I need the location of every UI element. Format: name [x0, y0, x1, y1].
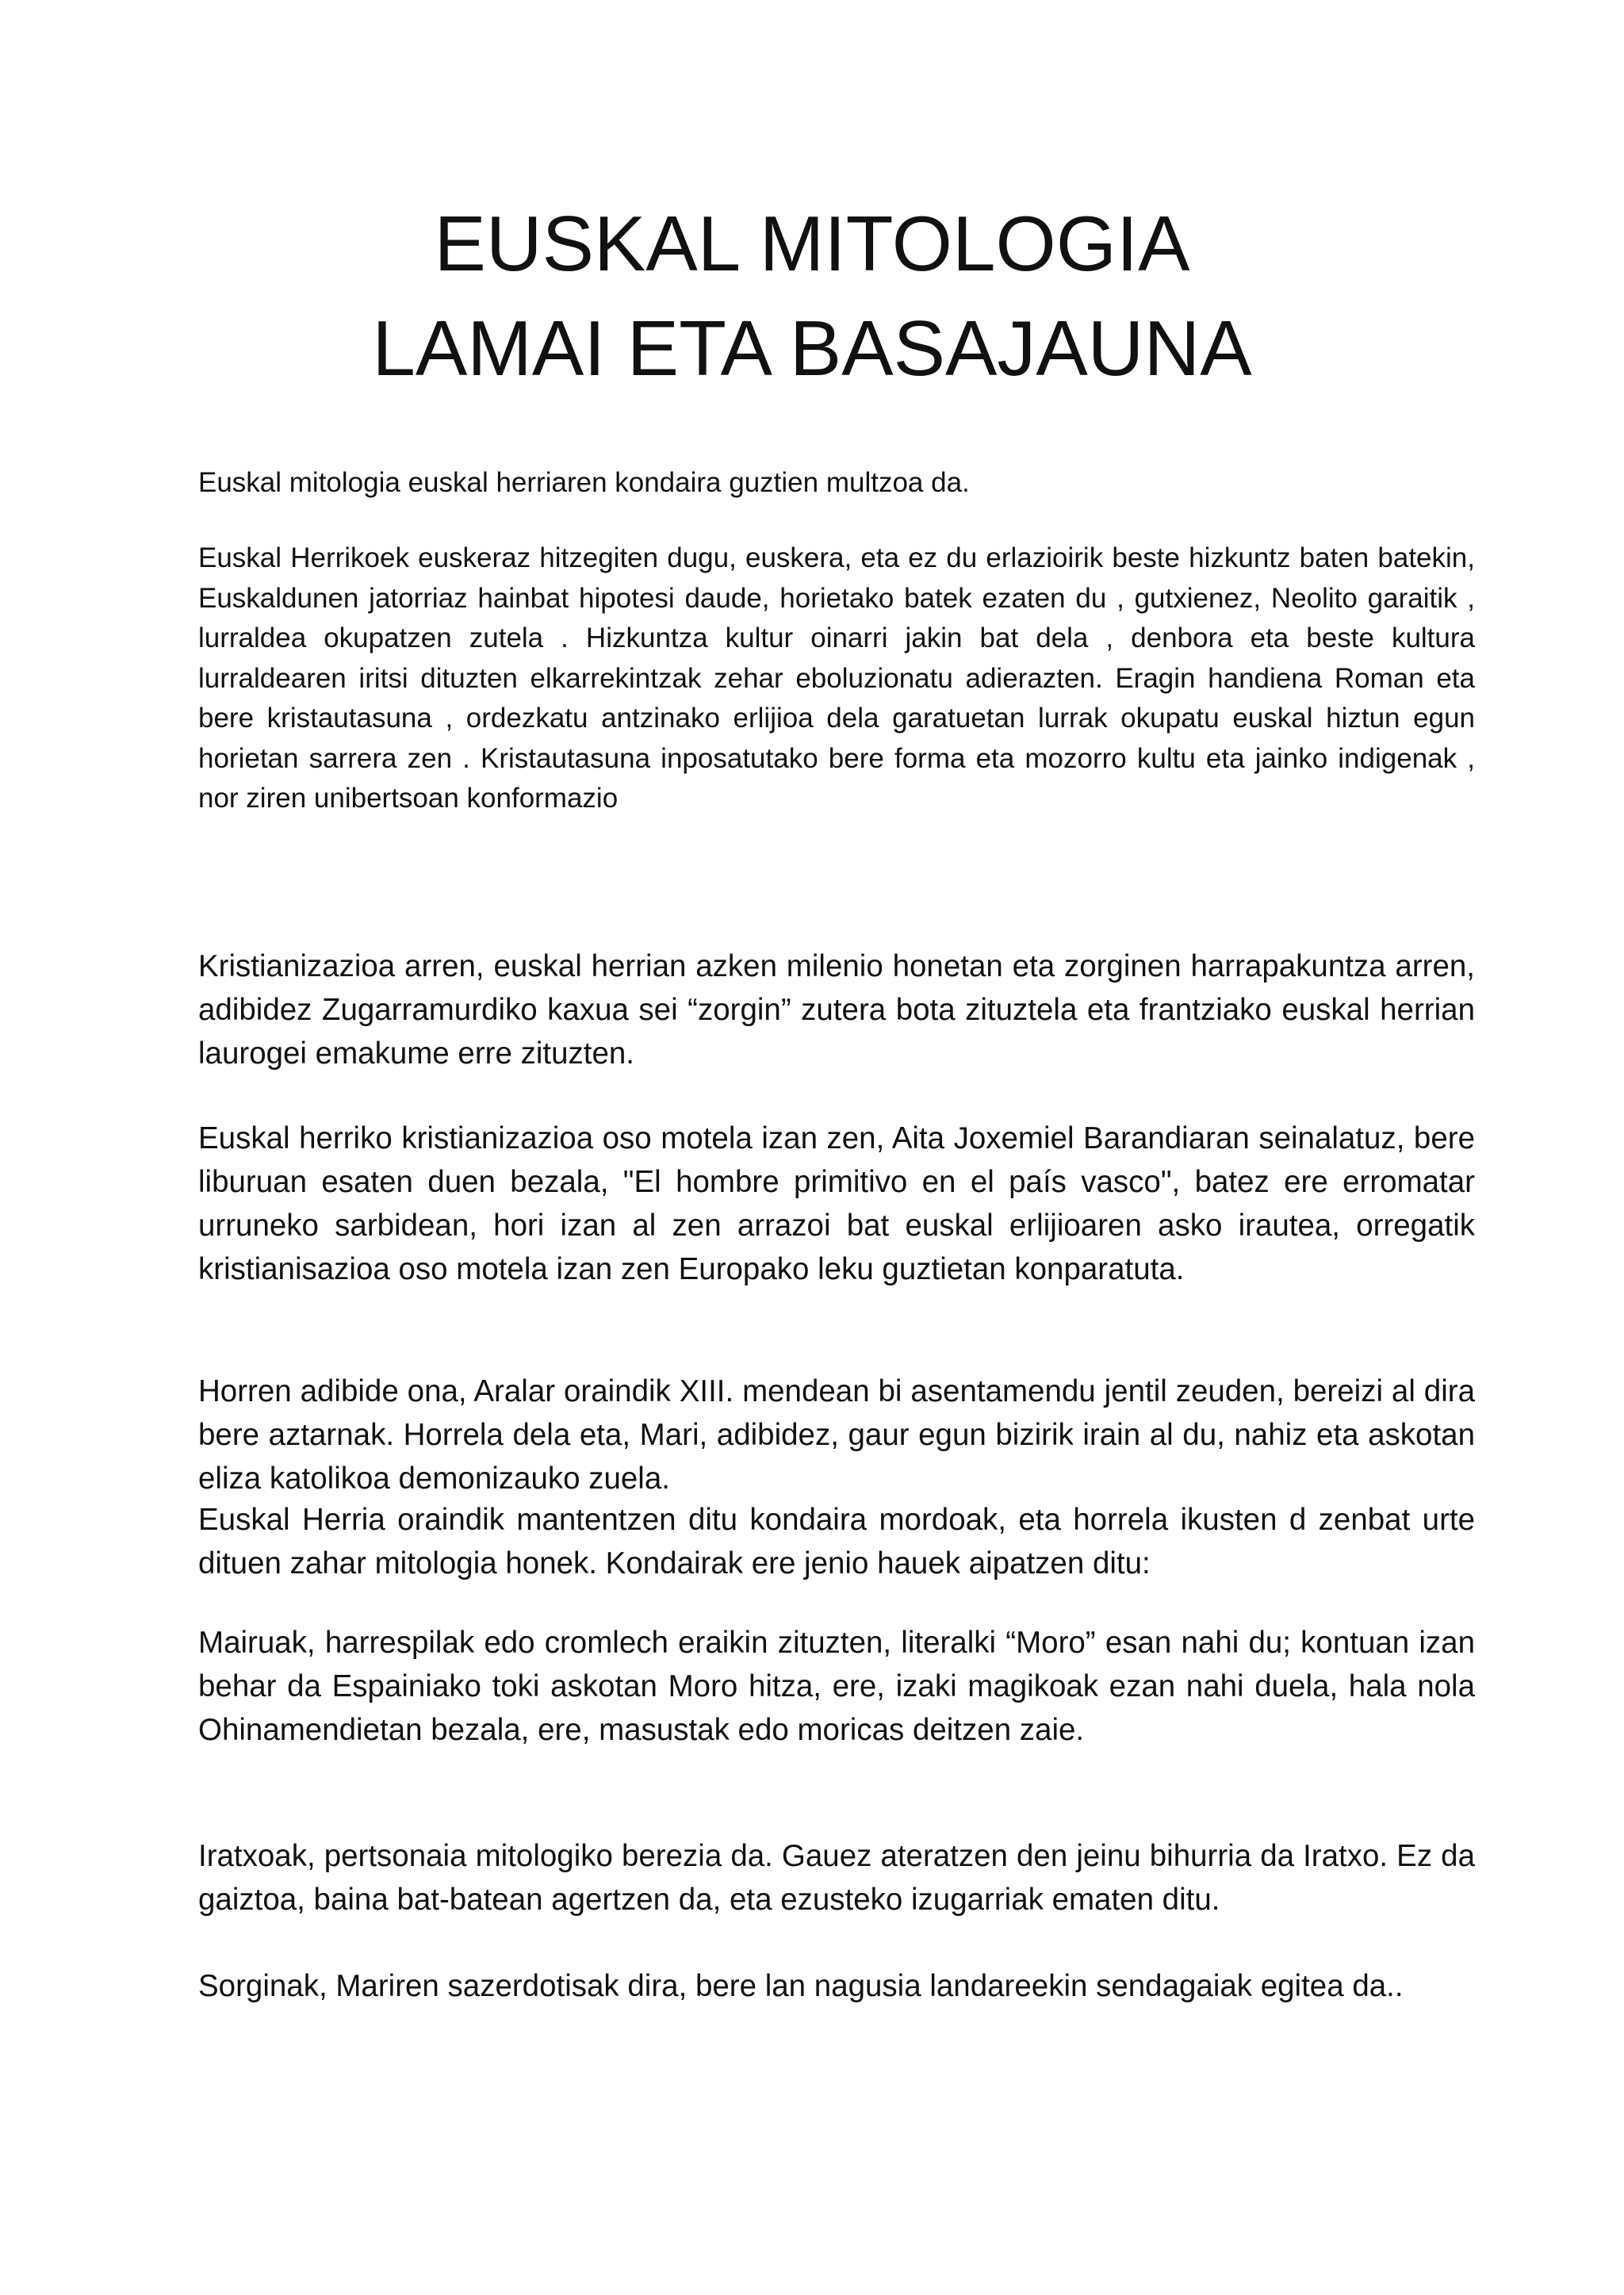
- paragraph-sorginak: Sorginak, Mariren sazerdotisak dira, bere lan nagusia landareekin sendagaiak egitea da..: [198, 1969, 1404, 2003]
- paragraph-christianization: Kristianizazioa arren, euskal herrian azken milenio honetan eta zorginen harrapakuntza arren, adibidez Zugarramurdiko kaxua sei “zorgin” zutera bota zituztela eta frantziako euskal herrian laurogei emakume erre zituzten.: [198, 949, 1475, 1071]
- paragraph-iratxoak: Iratxoak, pertsonaia mitologiko berezia da. Gauez ateratzen den jeinu bihurria da Iratxo. Ez da gaiztoa, baina bat-batean agertzen da, eta ezusteko izugarriak ematen ditu.: [198, 1839, 1475, 1917]
- paragraph-intro: Euskal mitologia euskal herriaren kondaira guztien multzoa da.: [198, 467, 970, 498]
- paragraph-legends: Euskal Herria oraindik mantentzen ditu kondaira mordoak, eta horrela ikusten d zenbat urte dituen zahar mitologia honek. Kondairak ere jenio hauek aipatzen ditu:: [198, 1503, 1475, 1580]
- document-title-line-2: LAMAI ETA BASAJAUNA: [372, 305, 1252, 392]
- paragraph-barandiaran: Euskal herriko kristianizazioa oso motela izan zen, Aita Joxemiel Barandiaran seinalatuz, bere liburuan esaten duen bezala, "El hombre primitivo en el país vasco", batez ere erromatar urruneko sarbidean, hori izan al zen arrazoi bat euskal erlijioaren asko irautea, orregatik kristianisazioa oso motela izan zen Europako leku guztietan konparatuta.: [198, 1121, 1475, 1286]
- paragraph-aralar: Horren adibide ona, Aralar oraindik XIII. mendean bi asentamendu jentil zeuden, bereizi al dira bere aztarnak. Horrela dela eta, Mari, adibidez, gaur egun bizirik irain al du, nahiz eta askotan eliza katolikoa demonizauko zuela.: [198, 1374, 1475, 1496]
- paragraph-mairuak: Mairuak, harrespilak edo cromlech eraikin zituzten, literalki “Moro” esan nahi du; kontuan izan behar da Espainiako toki askotan Moro hitza, ere, izaki magikoak ezan nahi duela, hala nola Ohinamendietan bezala, ere, masustak edo moricas deitzen zaie.: [198, 1626, 1475, 1747]
- document-title-line-1: EUSKAL MITOLOGIA: [434, 200, 1190, 287]
- paragraph-language-history: Euskal Herrikoek euskeraz hitzegiten dugu, euskera, eta ez du erlazioirik beste hizkuntz baten batekin, Euskaldunen jatorriaz hainbat hipotesi daude, horietako batek ezaten du , gutxienez, Neolito garaitik , lurraldea okupatzen zutela . Hizkuntza kultur oinarri jakin bat dela , denbora eta beste kultura lurraldearen iritsi dituzten elkarrekintzak zehar eboluzionatu adierazten. Eragin handiena Roman eta bere kristautasuna , ordezkatu antzinako erlijioa dela garatuetan lurrak okupatu euskal hiztun egun horietan sarrera zen . Kristautasuna inposatutako bere forma eta mozorro kultu eta jainko indigenak , nor ziren unibertsoan konformazio: [198, 542, 1475, 814]
